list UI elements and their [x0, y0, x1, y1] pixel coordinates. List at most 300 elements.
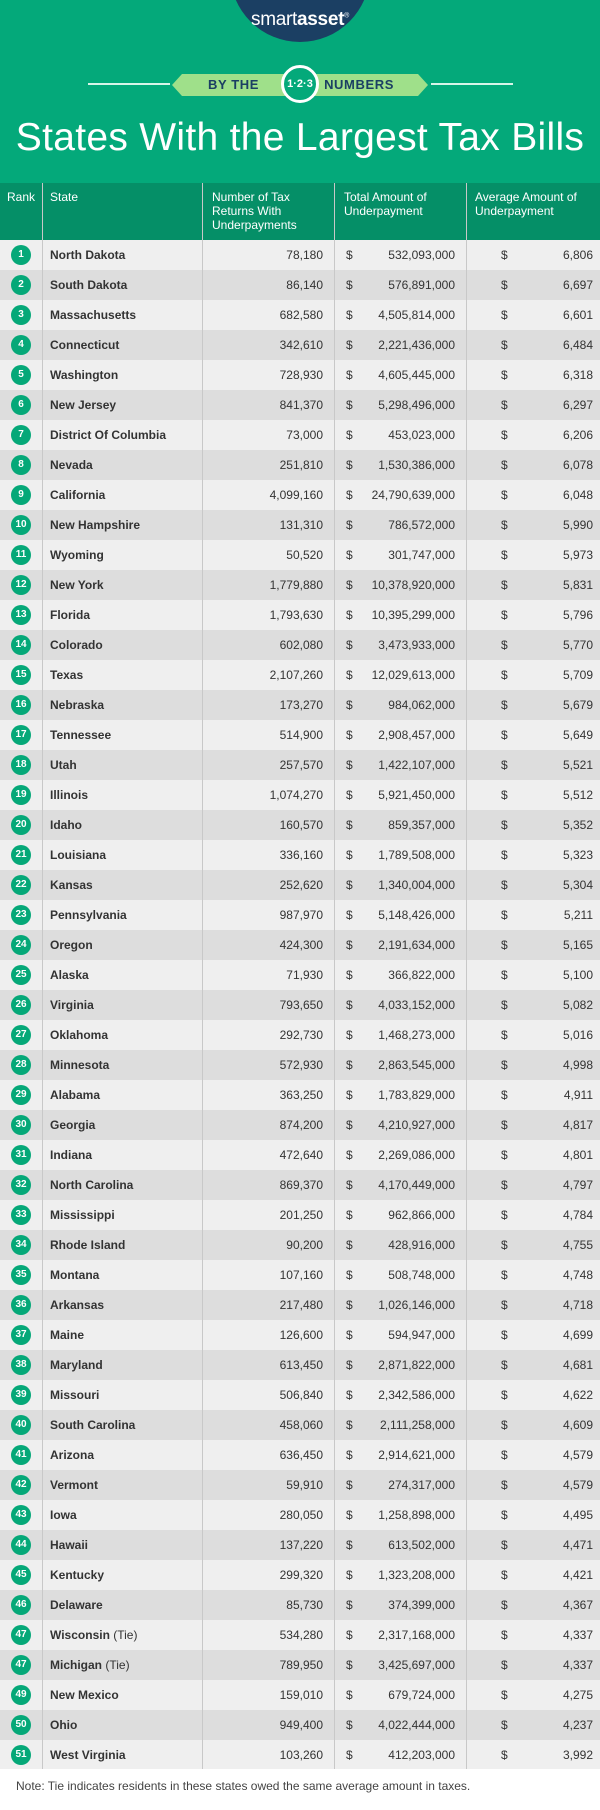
currency-symbol: $ — [501, 488, 508, 502]
total-underpayment: 1,789,508,000 — [378, 848, 455, 862]
table-row — [0, 630, 600, 660]
average-underpayment: 5,990 — [562, 518, 593, 532]
state-name: Georgia — [50, 1118, 96, 1132]
currency-symbol: $ — [346, 1388, 353, 1402]
average-underpayment: 6,318 — [562, 368, 593, 382]
currency-symbol: $ — [346, 398, 353, 412]
state-name: Washington — [50, 368, 119, 382]
average-underpayment: 4,998 — [562, 1058, 593, 1072]
total-underpayment: 1,258,898,000 — [378, 1508, 455, 1522]
average-underpayment: 3,992 — [562, 1748, 593, 1762]
rank-badge: 47 — [11, 1655, 31, 1675]
currency-symbol: $ — [346, 1628, 353, 1642]
table-row — [0, 1110, 600, 1140]
table-row — [0, 810, 600, 840]
header-banner — [0, 0, 600, 183]
rank-badge: 2 — [11, 275, 31, 295]
number-of-returns: 636,450 — [279, 1448, 323, 1462]
number-of-returns: 1,793,630 — [269, 608, 323, 622]
currency-symbol: $ — [501, 458, 508, 472]
rank-badge: 26 — [11, 995, 31, 1015]
currency-symbol: $ — [346, 1058, 353, 1072]
table-row — [0, 270, 600, 300]
table-row — [0, 1140, 600, 1170]
average-underpayment: 4,495 — [562, 1508, 593, 1522]
rank-badge: 41 — [11, 1445, 31, 1465]
tie-marker: (Tie) — [113, 1628, 138, 1642]
state-name: Illinois — [50, 788, 89, 802]
average-underpayment: 5,709 — [562, 668, 593, 682]
number-of-returns: 86,140 — [286, 278, 323, 292]
state-name: Pennsylvania — [50, 908, 127, 922]
number-of-returns: 793,650 — [279, 998, 323, 1012]
number-of-returns: 572,930 — [279, 1058, 323, 1072]
table-row — [0, 1260, 600, 1290]
number-of-returns: 217,480 — [279, 1298, 323, 1312]
state-name: Kentucky — [50, 1568, 105, 1582]
tie-marker: (Tie) — [105, 1658, 130, 1672]
currency-symbol: $ — [346, 1178, 353, 1192]
state-name: Alabama — [50, 1088, 101, 1102]
currency-symbol: $ — [501, 1058, 508, 1072]
column-header-average-underpayment: Average Amount of Underpayment — [475, 190, 577, 218]
page-title: States With the Largest Tax Bills — [15, 116, 585, 159]
total-underpayment: 453,023,000 — [388, 428, 455, 442]
currency-symbol: $ — [346, 848, 353, 862]
currency-symbol: $ — [501, 998, 508, 1012]
state-name: Maine — [50, 1328, 85, 1342]
currency-symbol: $ — [501, 1208, 508, 1222]
rank-badge: 7 — [11, 425, 31, 445]
currency-symbol: $ — [346, 1328, 353, 1342]
total-underpayment: 4,505,814,000 — [378, 308, 455, 322]
state-name: Arizona — [50, 1448, 95, 1462]
total-underpayment: 2,269,086,000 — [378, 1148, 455, 1162]
table-row — [0, 240, 600, 270]
table-body — [0, 240, 600, 1770]
currency-symbol: $ — [346, 578, 353, 592]
column-divider — [466, 183, 467, 1769]
rank-badge: 3 — [11, 305, 31, 325]
rank-badge: 38 — [11, 1355, 31, 1375]
state-name: Utah — [50, 758, 77, 772]
rank-badge: 46 — [11, 1595, 31, 1615]
total-underpayment: 1,422,107,000 — [378, 758, 455, 772]
average-underpayment: 4,609 — [562, 1418, 593, 1432]
rank-badge: 8 — [11, 455, 31, 475]
currency-symbol: $ — [346, 608, 353, 622]
currency-symbol: $ — [501, 1118, 508, 1132]
rank-badge: 18 — [11, 755, 31, 775]
table-row — [0, 1620, 600, 1650]
footnote-text: Note: Tie indicates residents in these states owed the same average amount in taxes. — [16, 1779, 471, 1793]
rank-badge: 45 — [11, 1565, 31, 1585]
currency-symbol: $ — [501, 548, 508, 562]
rank-badge: 37 — [11, 1325, 31, 1345]
state-name: North Dakota — [50, 248, 126, 262]
rank-badge: 10 — [11, 515, 31, 535]
state-name: New Jersey — [50, 398, 117, 412]
rank-badge: 1 — [11, 245, 31, 265]
state-name: Wisconsin (Tie) — [50, 1628, 138, 1642]
currency-symbol: $ — [346, 428, 353, 442]
number-of-returns: 841,370 — [279, 398, 323, 412]
average-underpayment: 6,697 — [562, 278, 593, 292]
currency-symbol: $ — [346, 1298, 353, 1312]
table-row — [0, 1380, 600, 1410]
currency-symbol: $ — [501, 1178, 508, 1192]
table-row — [0, 1080, 600, 1110]
currency-symbol: $ — [501, 398, 508, 412]
table-row — [0, 1710, 600, 1740]
table-row — [0, 570, 600, 600]
divider-line-right — [431, 83, 513, 85]
rank-badge: 49 — [11, 1685, 31, 1705]
total-underpayment: 12,029,613,000 — [371, 668, 455, 682]
table-row — [0, 1500, 600, 1530]
ribbon-left-text: BY THE — [208, 77, 260, 92]
average-underpayment: 5,100 — [562, 968, 593, 982]
column-divider — [42, 183, 43, 1769]
currency-symbol: $ — [346, 1268, 353, 1282]
average-underpayment: 5,016 — [562, 1028, 593, 1042]
state-name: Arkansas — [50, 1298, 105, 1312]
currency-symbol: $ — [346, 878, 353, 892]
number-of-returns: 201,250 — [279, 1208, 323, 1222]
state-name: District Of Columbia — [50, 428, 167, 442]
currency-symbol: $ — [346, 338, 353, 352]
currency-symbol: $ — [501, 878, 508, 892]
currency-symbol: $ — [346, 1478, 353, 1492]
average-underpayment: 4,579 — [562, 1448, 593, 1462]
footnote — [0, 1769, 600, 1810]
total-underpayment: 2,908,457,000 — [378, 728, 455, 742]
rank-badge: 42 — [11, 1475, 31, 1495]
total-underpayment: 4,210,927,000 — [378, 1118, 455, 1132]
total-underpayment: 786,572,000 — [388, 518, 455, 532]
number-of-returns: 949,400 — [279, 1718, 323, 1732]
average-underpayment: 4,579 — [562, 1478, 593, 1492]
average-underpayment: 4,471 — [562, 1538, 593, 1552]
number-of-returns: 869,370 — [279, 1178, 323, 1192]
rank-badge: 12 — [11, 575, 31, 595]
number-of-returns: 292,730 — [279, 1028, 323, 1042]
number-of-returns: 159,010 — [279, 1688, 323, 1702]
table-row — [0, 1020, 600, 1050]
number-of-returns: 342,610 — [279, 338, 323, 352]
average-underpayment: 4,699 — [562, 1328, 593, 1342]
currency-symbol: $ — [501, 338, 508, 352]
table-row — [0, 420, 600, 450]
average-underpayment: 5,770 — [562, 638, 593, 652]
rank-badge: 36 — [11, 1295, 31, 1315]
rank-badge: 22 — [11, 875, 31, 895]
number-of-returns: 534,280 — [279, 1628, 323, 1642]
currency-symbol: $ — [501, 1238, 508, 1252]
table-header — [0, 183, 600, 240]
state-name: Virginia — [50, 998, 94, 1012]
currency-symbol: $ — [501, 428, 508, 442]
currency-symbol: $ — [346, 488, 353, 502]
average-underpayment: 5,679 — [562, 698, 593, 712]
number-of-returns: 251,810 — [279, 458, 323, 472]
currency-symbol: $ — [346, 1538, 353, 1552]
rank-badge: 40 — [11, 1415, 31, 1435]
currency-symbol: $ — [501, 608, 508, 622]
column-header-state: State — [50, 190, 79, 204]
table-row — [0, 390, 600, 420]
table-row — [0, 1290, 600, 1320]
rank-badge: 43 — [11, 1505, 31, 1525]
table-row — [0, 600, 600, 630]
rank-badge: 32 — [11, 1175, 31, 1195]
total-underpayment: 274,317,000 — [388, 1478, 455, 1492]
state-name: Alaska — [50, 968, 89, 982]
table-row — [0, 1650, 600, 1680]
state-name: Louisiana — [50, 848, 107, 862]
state-name: Kansas — [50, 878, 93, 892]
currency-symbol: $ — [501, 728, 508, 742]
average-underpayment: 5,304 — [562, 878, 593, 892]
total-underpayment: 428,916,000 — [388, 1238, 455, 1252]
total-underpayment: 859,357,000 — [388, 818, 455, 832]
table-row — [0, 690, 600, 720]
total-underpayment: 4,605,445,000 — [378, 368, 455, 382]
total-underpayment: 4,022,444,000 — [378, 1718, 455, 1732]
table-row — [0, 720, 600, 750]
number-of-returns: 299,320 — [279, 1568, 323, 1582]
total-underpayment: 962,866,000 — [388, 1208, 455, 1222]
average-underpayment: 5,521 — [562, 758, 593, 772]
rank-badge: 27 — [11, 1025, 31, 1045]
number-of-returns: 514,900 — [279, 728, 323, 742]
number-of-returns: 50,520 — [286, 548, 323, 562]
total-underpayment: 2,111,258,000 — [380, 1418, 455, 1432]
total-underpayment: 4,170,449,000 — [378, 1178, 455, 1192]
average-underpayment: 5,323 — [562, 848, 593, 862]
number-of-returns: 613,450 — [279, 1358, 323, 1372]
state-name: Texas — [50, 668, 84, 682]
currency-symbol: $ — [501, 818, 508, 832]
total-underpayment: 24,790,639,000 — [371, 488, 455, 502]
state-name: New York — [50, 578, 104, 592]
table-row — [0, 1590, 600, 1620]
smartasset-logo[interactable]: smartasset® — [251, 9, 349, 30]
total-underpayment: 3,473,933,000 — [378, 638, 455, 652]
average-underpayment: 6,297 — [562, 398, 593, 412]
state-name: New Hampshire — [50, 518, 141, 532]
total-underpayment: 2,221,436,000 — [378, 338, 455, 352]
average-underpayment: 5,082 — [562, 998, 593, 1012]
currency-symbol: $ — [346, 1418, 353, 1432]
number-of-returns: 682,580 — [279, 308, 323, 322]
total-underpayment: 2,342,586,000 — [378, 1388, 455, 1402]
table-row — [0, 930, 600, 960]
average-underpayment: 4,681 — [562, 1358, 593, 1372]
currency-symbol: $ — [346, 1448, 353, 1462]
number-of-returns: 252,620 — [279, 878, 323, 892]
average-underpayment: 5,649 — [562, 728, 593, 742]
state-name: Vermont — [50, 1478, 99, 1492]
rank-badge: 23 — [11, 905, 31, 925]
number-of-returns: 126,600 — [279, 1328, 323, 1342]
column-divider — [202, 183, 203, 1769]
table-row — [0, 1680, 600, 1710]
state-name: Oregon — [50, 938, 93, 952]
currency-symbol: $ — [346, 248, 353, 262]
number-of-returns: 137,220 — [279, 1538, 323, 1552]
total-underpayment: 576,891,000 — [388, 278, 455, 292]
rank-badge: 4 — [11, 335, 31, 355]
ribbon-right-text: NUMBERS — [324, 77, 394, 92]
table-row — [0, 1740, 600, 1770]
column-header-rank: Rank — [7, 190, 36, 204]
currency-symbol: $ — [346, 278, 353, 292]
currency-symbol: $ — [346, 638, 353, 652]
table-row — [0, 1530, 600, 1560]
rank-badge: 16 — [11, 695, 31, 715]
rank-badge: 35 — [11, 1265, 31, 1285]
number-of-returns: 173,270 — [279, 698, 323, 712]
average-underpayment: 4,797 — [562, 1178, 593, 1192]
currency-symbol: $ — [501, 968, 508, 982]
number-of-returns: 85,730 — [286, 1598, 323, 1612]
currency-symbol: $ — [346, 668, 353, 682]
table-row — [0, 1350, 600, 1380]
total-underpayment: 412,203,000 — [388, 1748, 455, 1762]
average-underpayment: 4,421 — [562, 1568, 593, 1582]
currency-symbol: $ — [501, 1688, 508, 1702]
average-underpayment: 4,337 — [562, 1658, 593, 1672]
number-of-returns: 874,200 — [279, 1118, 323, 1132]
currency-symbol: $ — [346, 818, 353, 832]
table-row — [0, 870, 600, 900]
currency-symbol: $ — [501, 1508, 508, 1522]
currency-symbol: $ — [501, 848, 508, 862]
total-underpayment: 1,323,208,000 — [378, 1568, 455, 1582]
average-underpayment: 4,237 — [562, 1718, 593, 1732]
table-row — [0, 1560, 600, 1590]
rank-badge: 9 — [11, 485, 31, 505]
state-name: Missouri — [50, 1388, 100, 1402]
total-underpayment: 1,340,004,000 — [378, 878, 455, 892]
average-underpayment: 4,275 — [562, 1688, 593, 1702]
total-underpayment: 2,871,822,000 — [378, 1358, 455, 1372]
currency-symbol: $ — [346, 968, 353, 982]
average-underpayment: 4,718 — [562, 1298, 593, 1312]
state-name: California — [50, 488, 106, 502]
average-underpayment: 4,817 — [562, 1118, 593, 1132]
average-underpayment: 4,367 — [562, 1598, 593, 1612]
number-of-returns: 602,080 — [279, 638, 323, 652]
rank-badge: 6 — [11, 395, 31, 415]
total-underpayment: 2,191,634,000 — [378, 938, 455, 952]
average-underpayment: 5,165 — [562, 938, 593, 952]
currency-symbol: $ — [346, 308, 353, 322]
number-of-returns: 789,950 — [279, 1658, 323, 1672]
average-underpayment: 6,206 — [562, 428, 593, 442]
rank-badge: 29 — [11, 1085, 31, 1105]
total-underpayment: 508,748,000 — [388, 1268, 455, 1282]
average-underpayment: 4,622 — [562, 1388, 593, 1402]
currency-symbol: $ — [501, 1088, 508, 1102]
rank-badge: 13 — [11, 605, 31, 625]
number-of-returns: 103,260 — [279, 1748, 323, 1762]
number-of-returns: 472,640 — [279, 1148, 323, 1162]
currency-symbol: $ — [346, 998, 353, 1012]
currency-symbol: $ — [346, 728, 353, 742]
average-underpayment: 6,806 — [562, 248, 593, 262]
currency-symbol: $ — [501, 1388, 508, 1402]
average-underpayment: 6,484 — [562, 338, 593, 352]
currency-symbol: $ — [501, 1448, 508, 1462]
currency-symbol: $ — [501, 518, 508, 532]
total-underpayment: 2,914,621,000 — [378, 1448, 455, 1462]
state-name: Wyoming — [50, 548, 104, 562]
number-of-returns: 160,570 — [279, 818, 323, 832]
currency-symbol: $ — [346, 788, 353, 802]
average-underpayment: 4,801 — [562, 1148, 593, 1162]
table-row — [0, 900, 600, 930]
state-name: Montana — [50, 1268, 100, 1282]
total-underpayment: 2,317,168,000 — [378, 1628, 455, 1642]
rank-badge: 44 — [11, 1535, 31, 1555]
number-of-returns: 4,099,160 — [269, 488, 323, 502]
number-of-returns: 987,970 — [279, 908, 323, 922]
rank-badge: 21 — [11, 845, 31, 865]
table-row — [0, 750, 600, 780]
total-underpayment: 679,724,000 — [388, 1688, 455, 1702]
currency-symbol: $ — [346, 1508, 353, 1522]
number-of-returns: 2,107,260 — [269, 668, 323, 682]
total-underpayment: 2,863,545,000 — [378, 1058, 455, 1072]
currency-symbol: $ — [501, 1538, 508, 1552]
rank-badge: 11 — [11, 545, 31, 565]
total-underpayment: 1,530,386,000 — [378, 458, 455, 472]
currency-symbol: $ — [501, 1028, 508, 1042]
currency-symbol: $ — [501, 1568, 508, 1582]
currency-symbol: $ — [501, 1718, 508, 1732]
number-of-returns: 73,000 — [286, 428, 323, 442]
currency-symbol: $ — [501, 1148, 508, 1162]
currency-symbol: $ — [346, 1358, 353, 1372]
state-name: Mississippi — [50, 1208, 115, 1222]
currency-symbol: $ — [346, 908, 353, 922]
currency-symbol: $ — [346, 1688, 353, 1702]
state-name: Hawaii — [50, 1538, 89, 1552]
currency-symbol: $ — [501, 1628, 508, 1642]
currency-symbol: $ — [501, 1268, 508, 1282]
state-name: South Dakota — [50, 278, 128, 292]
rank-badge: 15 — [11, 665, 31, 685]
currency-symbol: $ — [346, 938, 353, 952]
average-underpayment: 4,748 — [562, 1268, 593, 1282]
table-row — [0, 300, 600, 330]
state-name: Nebraska — [50, 698, 105, 712]
currency-symbol: $ — [501, 368, 508, 382]
average-underpayment: 5,796 — [562, 608, 593, 622]
total-underpayment: 301,747,000 — [388, 548, 455, 562]
number-of-returns: 131,310 — [279, 518, 323, 532]
total-underpayment: 10,395,299,000 — [371, 608, 455, 622]
table-row — [0, 1320, 600, 1350]
table-row — [0, 360, 600, 390]
table-row — [0, 960, 600, 990]
currency-symbol: $ — [346, 1088, 353, 1102]
rank-badge: 20 — [11, 815, 31, 835]
number-of-returns: 424,300 — [279, 938, 323, 952]
total-underpayment: 613,502,000 — [388, 1538, 455, 1552]
